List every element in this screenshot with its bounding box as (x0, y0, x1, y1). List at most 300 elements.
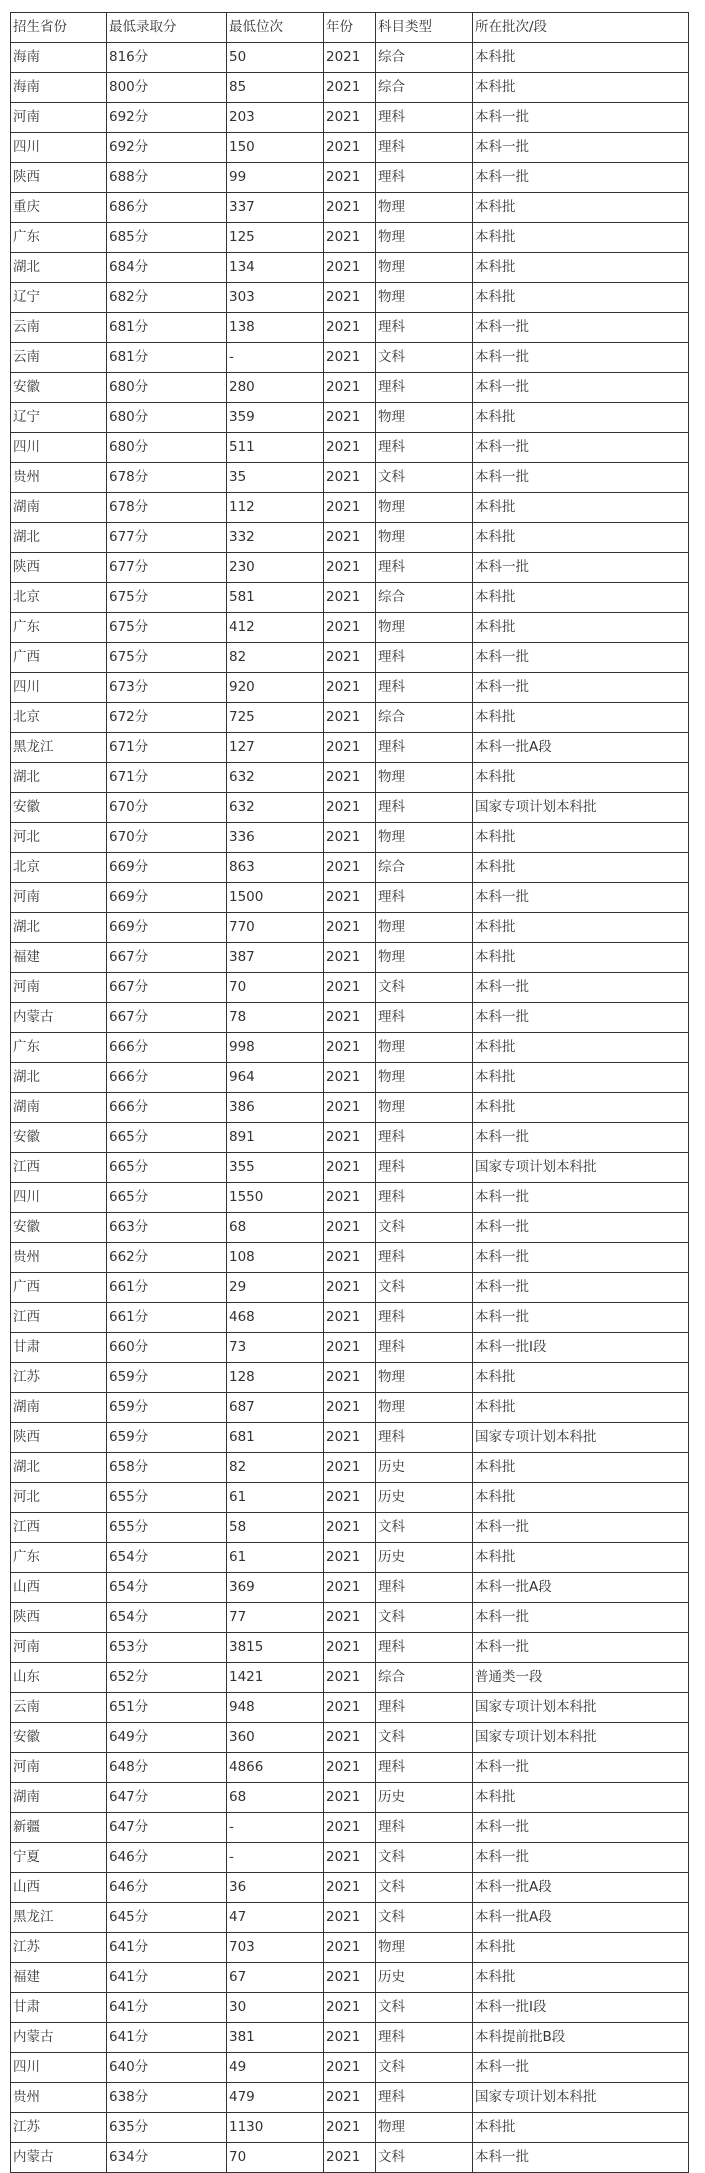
cell-province: 海南 (11, 43, 107, 73)
cell-min-rank: 336 (227, 823, 324, 853)
cell-province: 陕西 (11, 553, 107, 583)
cell-year: 2021 (324, 1963, 376, 1993)
cell-min-rank: 112 (227, 493, 324, 523)
cell-province: 内蒙古 (11, 2143, 107, 2173)
cell-min-score: 800分 (107, 73, 227, 103)
table-row (11, 1033, 689, 1063)
cell-min-score: 675分 (107, 643, 227, 673)
cell-min-score: 662分 (107, 1243, 227, 1273)
table-row (11, 1333, 689, 1363)
cell-subject-type: 理科 (376, 313, 473, 343)
cell-year: 2021 (324, 1063, 376, 1093)
cell-batch: 本科批 (473, 1453, 689, 1483)
cell-batch: 本科批 (473, 2113, 689, 2143)
cell-year: 2021 (324, 43, 376, 73)
cell-subject-type: 理科 (376, 2023, 473, 2053)
table-row (11, 1123, 689, 1153)
table-row (11, 283, 689, 313)
cell-batch: 本科批 (473, 763, 689, 793)
cell-min-score: 678分 (107, 463, 227, 493)
header-min-rank: 最低位次 (227, 13, 324, 43)
cell-batch: 本科批 (473, 1393, 689, 1423)
cell-min-rank: 138 (227, 313, 324, 343)
cell-min-score: 649分 (107, 1723, 227, 1753)
cell-min-rank: 369 (227, 1573, 324, 1603)
cell-min-score: 678分 (107, 493, 227, 523)
cell-min-rank: 73 (227, 1333, 324, 1363)
cell-subject-type: 物理 (376, 1933, 473, 1963)
table-row (11, 1393, 689, 1423)
cell-batch: 本科提前批B段 (473, 2023, 689, 2053)
cell-min-score: 640分 (107, 2053, 227, 2083)
cell-min-score: 686分 (107, 193, 227, 223)
cell-subject-type: 理科 (376, 1123, 473, 1153)
table-row (11, 973, 689, 1003)
cell-year: 2021 (324, 613, 376, 643)
cell-province: 湖南 (11, 1093, 107, 1123)
cell-batch: 本科一批 (473, 673, 689, 703)
cell-min-score: 671分 (107, 733, 227, 763)
cell-min-score: 680分 (107, 433, 227, 463)
cell-province: 辽宁 (11, 283, 107, 313)
cell-subject-type: 理科 (376, 733, 473, 763)
cell-year: 2021 (324, 1123, 376, 1153)
header-min-score: 最低录取分 (107, 13, 227, 43)
cell-year: 2021 (324, 2083, 376, 2113)
table-row (11, 1303, 689, 1333)
cell-min-rank: 77 (227, 1603, 324, 1633)
cell-province: 北京 (11, 853, 107, 883)
cell-subject-type: 理科 (376, 433, 473, 463)
cell-province: 北京 (11, 703, 107, 733)
cell-year: 2021 (324, 463, 376, 493)
table-row (11, 2113, 689, 2143)
cell-batch: 本科一批 (473, 1513, 689, 1543)
cell-subject-type: 物理 (376, 2113, 473, 2143)
cell-year: 2021 (324, 733, 376, 763)
cell-province: 内蒙古 (11, 1003, 107, 1033)
cell-batch: 本科一批I段 (473, 1333, 689, 1363)
cell-min-rank: 920 (227, 673, 324, 703)
cell-subject-type: 理科 (376, 553, 473, 583)
cell-year: 2021 (324, 1933, 376, 1963)
cell-subject-type: 物理 (376, 523, 473, 553)
cell-min-rank: 82 (227, 643, 324, 673)
cell-year: 2021 (324, 73, 376, 103)
table-row (11, 643, 689, 673)
cell-province: 海南 (11, 73, 107, 103)
cell-min-rank: 82 (227, 1453, 324, 1483)
cell-subject-type: 历史 (376, 1543, 473, 1573)
cell-subject-type: 理科 (376, 1573, 473, 1603)
cell-province: 湖北 (11, 1453, 107, 1483)
table-row (11, 1813, 689, 1843)
cell-subject-type: 综合 (376, 583, 473, 613)
cell-year: 2021 (324, 1273, 376, 1303)
cell-batch: 本科批 (473, 703, 689, 733)
cell-year: 2021 (324, 1663, 376, 1693)
cell-batch: 本科批 (473, 1033, 689, 1063)
cell-batch: 本科一批 (473, 103, 689, 133)
cell-batch: 本科批 (473, 253, 689, 283)
cell-batch: 本科一批 (473, 373, 689, 403)
cell-subject-type: 理科 (376, 103, 473, 133)
header-province: 招生省份 (11, 13, 107, 43)
cell-year: 2021 (324, 1093, 376, 1123)
cell-subject-type: 物理 (376, 1393, 473, 1423)
cell-min-score: 651分 (107, 1693, 227, 1723)
cell-year: 2021 (324, 1033, 376, 1063)
cell-province: 河南 (11, 103, 107, 133)
cell-batch: 本科一批 (473, 1813, 689, 1843)
cell-batch: 本科批 (473, 1933, 689, 1963)
cell-min-rank: 49 (227, 2053, 324, 2083)
table-row (11, 703, 689, 733)
cell-batch: 本科批 (473, 1063, 689, 1093)
cell-subject-type: 物理 (376, 943, 473, 973)
table-row (11, 1453, 689, 1483)
cell-subject-type: 文科 (376, 973, 473, 1003)
cell-min-rank: 203 (227, 103, 324, 133)
table-row (11, 763, 689, 793)
cell-batch: 国家专项计划本科批 (473, 1723, 689, 1753)
table-row (11, 1063, 689, 1093)
cell-batch: 国家专项计划本科批 (473, 1693, 689, 1723)
table-row (11, 523, 689, 553)
table-row (11, 1693, 689, 1723)
cell-batch: 本科批 (473, 943, 689, 973)
cell-batch: 本科一批 (473, 343, 689, 373)
cell-province: 湖南 (11, 1393, 107, 1423)
cell-year: 2021 (324, 823, 376, 853)
table-row (11, 2023, 689, 2053)
cell-year: 2021 (324, 1423, 376, 1453)
cell-province: 广东 (11, 1033, 107, 1063)
cell-min-rank: 681 (227, 1423, 324, 1453)
cell-batch: 本科一批 (473, 553, 689, 583)
cell-min-rank: 47 (227, 1903, 324, 1933)
cell-min-rank: 355 (227, 1153, 324, 1183)
table-row (11, 43, 689, 73)
cell-year: 2021 (324, 1723, 376, 1753)
cell-subject-type: 理科 (376, 1243, 473, 1273)
table-row (11, 343, 689, 373)
cell-min-score: 647分 (107, 1813, 227, 1843)
cell-year: 2021 (324, 1243, 376, 1273)
cell-min-score: 658分 (107, 1453, 227, 1483)
table-row (11, 943, 689, 973)
cell-batch: 本科批 (473, 193, 689, 223)
cell-subject-type: 物理 (376, 613, 473, 643)
cell-subject-type: 文科 (376, 343, 473, 373)
cell-batch: 本科批 (473, 1093, 689, 1123)
cell-batch: 本科一批 (473, 643, 689, 673)
table-row (11, 193, 689, 223)
cell-year: 2021 (324, 1333, 376, 1363)
table-row (11, 103, 689, 133)
cell-year: 2021 (324, 433, 376, 463)
table-row (11, 1723, 689, 1753)
cell-subject-type: 理科 (376, 673, 473, 703)
cell-batch: 本科一批 (473, 1003, 689, 1033)
table-row (11, 373, 689, 403)
cell-province: 江苏 (11, 1933, 107, 1963)
cell-min-score: 688分 (107, 163, 227, 193)
cell-min-rank: 35 (227, 463, 324, 493)
cell-min-rank: 70 (227, 2143, 324, 2173)
cell-subject-type: 物理 (376, 253, 473, 283)
table-row (11, 583, 689, 613)
cell-min-rank: 230 (227, 553, 324, 583)
cell-subject-type: 物理 (376, 823, 473, 853)
cell-province: 河南 (11, 973, 107, 1003)
cell-subject-type: 物理 (376, 403, 473, 433)
cell-min-rank: 412 (227, 613, 324, 643)
table-row (11, 1573, 689, 1603)
cell-min-rank: 964 (227, 1063, 324, 1093)
cell-province: 贵州 (11, 2083, 107, 2113)
cell-year: 2021 (324, 1843, 376, 1873)
cell-subject-type: 理科 (376, 1693, 473, 1723)
table-row (11, 1903, 689, 1933)
cell-subject-type: 理科 (376, 133, 473, 163)
cell-year: 2021 (324, 493, 376, 523)
table-row (11, 1273, 689, 1303)
cell-min-score: 672分 (107, 703, 227, 733)
cell-min-score: 666分 (107, 1063, 227, 1093)
cell-year: 2021 (324, 853, 376, 883)
cell-province: 四川 (11, 673, 107, 703)
cell-min-rank: 891 (227, 1123, 324, 1153)
cell-batch: 本科批 (473, 223, 689, 253)
cell-min-score: 659分 (107, 1363, 227, 1393)
table-row (11, 313, 689, 343)
table-row (11, 163, 689, 193)
table-row (11, 1873, 689, 1903)
cell-min-rank: 337 (227, 193, 324, 223)
cell-subject-type: 综合 (376, 1663, 473, 1693)
table-row (11, 913, 689, 943)
cell-min-rank: 387 (227, 943, 324, 973)
cell-min-score: 671分 (107, 763, 227, 793)
cell-year: 2021 (324, 1903, 376, 1933)
cell-min-rank: 303 (227, 283, 324, 313)
cell-subject-type: 理科 (376, 1303, 473, 1333)
cell-subject-type: 理科 (376, 643, 473, 673)
cell-min-rank: - (227, 343, 324, 373)
cell-province: 宁夏 (11, 1843, 107, 1873)
cell-province: 江苏 (11, 1363, 107, 1393)
cell-year: 2021 (324, 133, 376, 163)
cell-batch: 普通类一段 (473, 1663, 689, 1693)
cell-subject-type: 理科 (376, 373, 473, 403)
cell-min-score: 673分 (107, 673, 227, 703)
cell-batch: 本科一批A段 (473, 1873, 689, 1903)
cell-min-rank: 127 (227, 733, 324, 763)
table-row (11, 1663, 689, 1693)
cell-year: 2021 (324, 523, 376, 553)
cell-min-score: 634分 (107, 2143, 227, 2173)
cell-province: 陕西 (11, 1603, 107, 1633)
cell-min-score: 692分 (107, 103, 227, 133)
cell-batch: 本科批 (473, 73, 689, 103)
cell-subject-type: 物理 (376, 913, 473, 943)
cell-year: 2021 (324, 943, 376, 973)
table-row (11, 553, 689, 583)
cell-min-rank: 30 (227, 1993, 324, 2023)
cell-province: 甘肃 (11, 1993, 107, 2023)
cell-min-score: 659分 (107, 1423, 227, 1453)
cell-min-rank: 948 (227, 1693, 324, 1723)
cell-subject-type: 物理 (376, 1033, 473, 1063)
table-row (11, 493, 689, 523)
cell-batch: 本科一批 (473, 1633, 689, 1663)
cell-province: 四川 (11, 133, 107, 163)
cell-min-rank: 1421 (227, 1663, 324, 1693)
table-row (11, 403, 689, 433)
cell-min-rank: 687 (227, 1393, 324, 1423)
table-row (11, 1093, 689, 1123)
table-row (11, 883, 689, 913)
cell-subject-type: 物理 (376, 283, 473, 313)
cell-min-score: 680分 (107, 403, 227, 433)
cell-year: 2021 (324, 1543, 376, 1573)
cell-province: 湖北 (11, 1063, 107, 1093)
cell-subject-type: 理科 (376, 2083, 473, 2113)
cell-min-score: 641分 (107, 2023, 227, 2053)
cell-batch: 本科一批 (473, 313, 689, 343)
cell-batch: 本科一批A段 (473, 733, 689, 763)
cell-batch: 本科批 (473, 1963, 689, 1993)
cell-subject-type: 理科 (376, 1183, 473, 1213)
cell-province: 河南 (11, 883, 107, 913)
cell-min-rank: 68 (227, 1783, 324, 1813)
header-subject-type: 科目类型 (376, 13, 473, 43)
cell-province: 湖南 (11, 493, 107, 523)
cell-batch: 本科批 (473, 1543, 689, 1573)
cell-min-rank: 134 (227, 253, 324, 283)
cell-min-rank: 1130 (227, 2113, 324, 2143)
cell-min-rank: 78 (227, 1003, 324, 1033)
cell-year: 2021 (324, 193, 376, 223)
cell-province: 河南 (11, 1633, 107, 1663)
cell-batch: 本科批 (473, 1483, 689, 1513)
cell-min-rank: 359 (227, 403, 324, 433)
cell-province: 广西 (11, 1273, 107, 1303)
cell-min-score: 684分 (107, 253, 227, 283)
cell-year: 2021 (324, 373, 376, 403)
cell-subject-type: 综合 (376, 703, 473, 733)
cell-province: 湖南 (11, 1783, 107, 1813)
cell-min-rank: 67 (227, 1963, 324, 1993)
cell-subject-type: 历史 (376, 1963, 473, 1993)
cell-year: 2021 (324, 1003, 376, 1033)
cell-year: 2021 (324, 973, 376, 1003)
cell-batch: 本科批 (473, 913, 689, 943)
cell-subject-type: 理科 (376, 1333, 473, 1363)
cell-min-rank: - (227, 1843, 324, 1873)
table-row (11, 1603, 689, 1633)
cell-batch: 本科一批 (473, 1243, 689, 1273)
cell-year: 2021 (324, 1393, 376, 1423)
cell-subject-type: 物理 (376, 193, 473, 223)
cell-subject-type: 物理 (376, 1093, 473, 1123)
cell-subject-type: 物理 (376, 763, 473, 793)
table-header-row (11, 13, 689, 43)
cell-subject-type: 文科 (376, 1213, 473, 1243)
cell-subject-type: 文科 (376, 1903, 473, 1933)
cell-year: 2021 (324, 253, 376, 283)
cell-min-rank: 108 (227, 1243, 324, 1273)
cell-min-rank: 770 (227, 913, 324, 943)
cell-year: 2021 (324, 1303, 376, 1333)
cell-subject-type: 综合 (376, 73, 473, 103)
cell-year: 2021 (324, 1693, 376, 1723)
table-row (11, 1963, 689, 1993)
cell-min-score: 654分 (107, 1573, 227, 1603)
cell-province: 贵州 (11, 1243, 107, 1273)
cell-min-rank: 85 (227, 73, 324, 103)
cell-year: 2021 (324, 1213, 376, 1243)
cell-batch: 国家专项计划本科批 (473, 793, 689, 823)
cell-province: 四川 (11, 2053, 107, 2083)
cell-province: 江西 (11, 1513, 107, 1543)
cell-year: 2021 (324, 1993, 376, 2023)
cell-province: 四川 (11, 1183, 107, 1213)
cell-min-score: 648分 (107, 1753, 227, 1783)
cell-batch: 本科一批 (473, 1753, 689, 1783)
cell-province: 福建 (11, 1963, 107, 1993)
table-row (11, 133, 689, 163)
cell-min-score: 667分 (107, 973, 227, 1003)
table-row (11, 1153, 689, 1183)
cell-year: 2021 (324, 643, 376, 673)
cell-batch: 本科一批 (473, 1123, 689, 1153)
table-row (11, 613, 689, 643)
cell-min-rank: 128 (227, 1363, 324, 1393)
table-row (11, 1183, 689, 1213)
cell-province: 安徽 (11, 1723, 107, 1753)
cell-province: 黑龙江 (11, 733, 107, 763)
cell-year: 2021 (324, 2053, 376, 2083)
cell-province: 贵州 (11, 463, 107, 493)
table-row (11, 2083, 689, 2113)
cell-province: 四川 (11, 433, 107, 463)
table-row (11, 1423, 689, 1453)
cell-year: 2021 (324, 793, 376, 823)
cell-province: 陕西 (11, 163, 107, 193)
cell-year: 2021 (324, 763, 376, 793)
cell-province: 湖北 (11, 253, 107, 283)
cell-batch: 本科一批 (473, 163, 689, 193)
table-row (11, 1213, 689, 1243)
cell-min-score: 669分 (107, 853, 227, 883)
cell-batch: 国家专项计划本科批 (473, 1423, 689, 1453)
cell-batch: 国家专项计划本科批 (473, 1153, 689, 1183)
cell-batch: 本科批 (473, 493, 689, 523)
cell-subject-type: 文科 (376, 1873, 473, 1903)
cell-min-score: 680分 (107, 373, 227, 403)
cell-batch: 本科一批 (473, 883, 689, 913)
table-row (11, 223, 689, 253)
cell-province: 北京 (11, 583, 107, 613)
cell-batch: 本科批 (473, 523, 689, 553)
cell-min-score: 675分 (107, 583, 227, 613)
cell-subject-type: 物理 (376, 1063, 473, 1093)
cell-batch: 本科批 (473, 823, 689, 853)
cell-province: 云南 (11, 1693, 107, 1723)
table-row (11, 2143, 689, 2173)
